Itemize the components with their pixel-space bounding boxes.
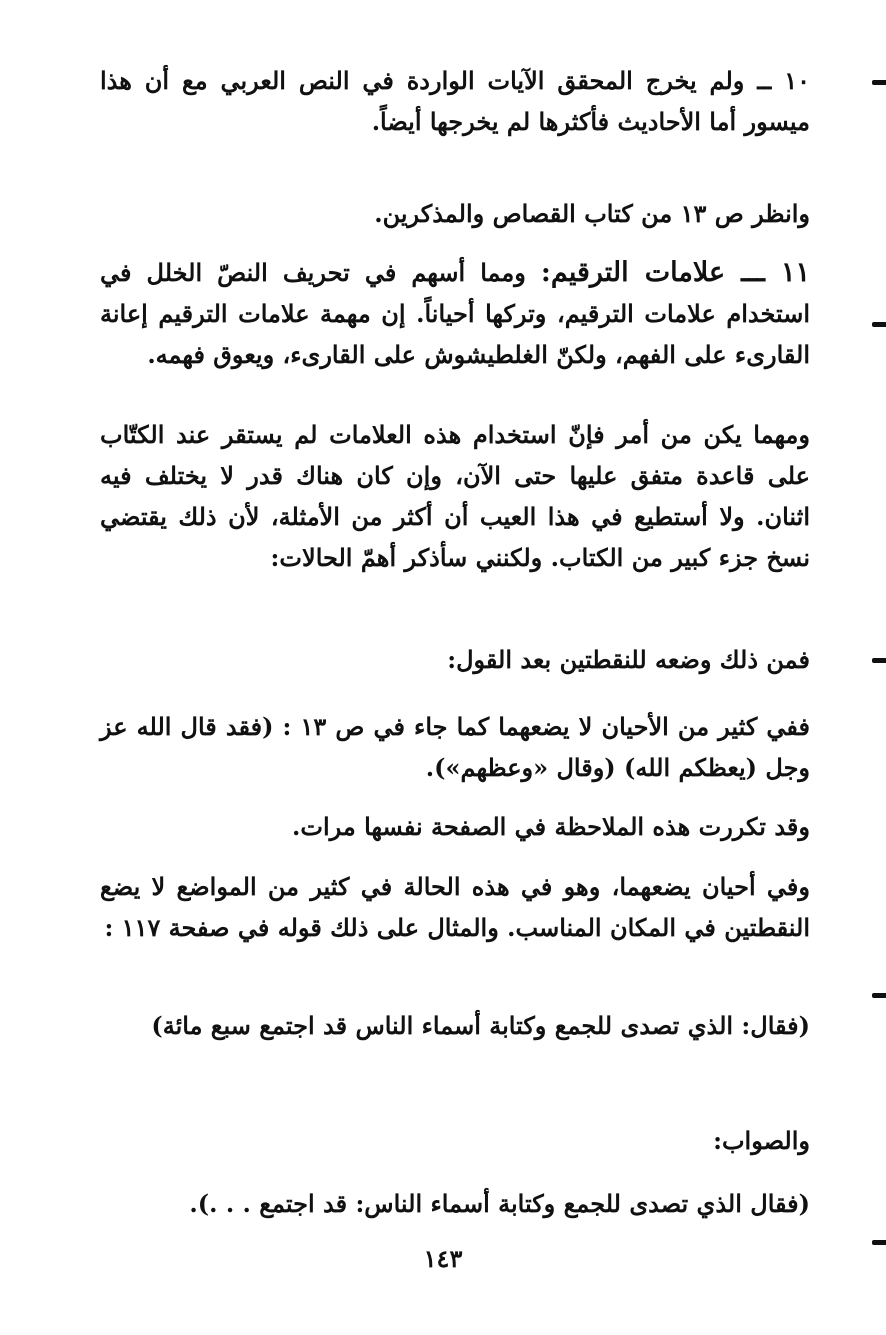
- quote-wrong: [100, 1005, 810, 1046]
- margin-mark: [872, 993, 886, 998]
- reference-note: [100, 193, 810, 234]
- margin-mark: [872, 1240, 886, 1245]
- paragraph-conventions: [100, 414, 810, 578]
- paragraph-repeated-note: [100, 806, 810, 847]
- margin-mark: [872, 322, 886, 327]
- paragraph-conventions-text: ومهما يكن من أمر فإنّ استخدام هذه العلامات لم يستقر عند الكتّاب على قاعدة متفق عليها حتى الآن، وإن كان هناك قدر لا يختلف فيه اثنان. ولا أستطيع في هذا العيب أن أكثر من الأمثلة، لأن ذلك يقتضي نسخ جزء كبير من الكتاب. ولكنني سأذكر أهمّ الحالات:: [100, 420, 810, 572]
- section-heading-punctuation: ١١ ـــ علامات الترقيم:: [540, 257, 810, 288]
- paragraph-colon-intro-text: فمن ذلك وضعه للنقطتين بعد القول:: [447, 645, 810, 674]
- paragraph-misplaced: [100, 866, 810, 948]
- paragraph-misplaced-text: وفي أحيان يضعهما، وهو في هذه الحالة في كثير من المواضع لا يضع النقطتين في المكان المناسب. والمثال على ذلك قوله في صفحة ١١٧ :: [100, 872, 810, 942]
- correction-label-text: والصواب:: [713, 1126, 810, 1155]
- reference-note-text: وانظر ص ١٣ من كتاب القصاص والمذكرين.: [374, 199, 810, 228]
- margin-mark: [872, 80, 886, 85]
- quote-correct-text: (فقال الذي تصدى للجمع وكتابة أسماء الناس: قد اجتمع . . .).: [189, 1189, 810, 1218]
- paragraph-example-1: [100, 706, 810, 788]
- paragraph-example-1-text: ففي كثير من الأحيان لا يضعهما كما جاء في ص ١٣ : (فقد قال الله عز وجل (يعظكم الله) (وقال «وعظهم»).: [100, 712, 811, 782]
- quote-wrong-text: (فقال: الذي تصدى للجمع وكتابة أسماء الناس قد اجتمع سبع مائة): [151, 1011, 810, 1040]
- page-number: ١٤٣: [423, 1244, 463, 1273]
- margin-mark: [872, 658, 886, 663]
- paragraph-item-11: [100, 252, 810, 375]
- paragraph-repeated-note-text: وقد تكررت هذه الملاحظة في الصفحة نفسها مرات.: [292, 812, 810, 841]
- paragraph-item-11-text: ومما أسهم في تحريف النصّ الخلل في استخدام علامات الترقيم، وتركها أحياناً. إن مهمة علامات الترقيم إعانة القارىء على الفهم، ولكنّ الغلطيشوش على القارىء، ويعوق فهمه.: [100, 258, 810, 369]
- paragraph-item-10-text: ١٠ ــ ولم يخرج المحقق الآيات الواردة في النص العربي مع أن هذا ميسور أما الأحاديث فأكثرها لم يخرجها أيضاً.: [100, 66, 810, 136]
- quote-correct: [100, 1183, 810, 1224]
- correction-label: [100, 1120, 810, 1161]
- paragraph-colon-intro: [100, 639, 810, 680]
- paragraph-item-10: [100, 60, 810, 142]
